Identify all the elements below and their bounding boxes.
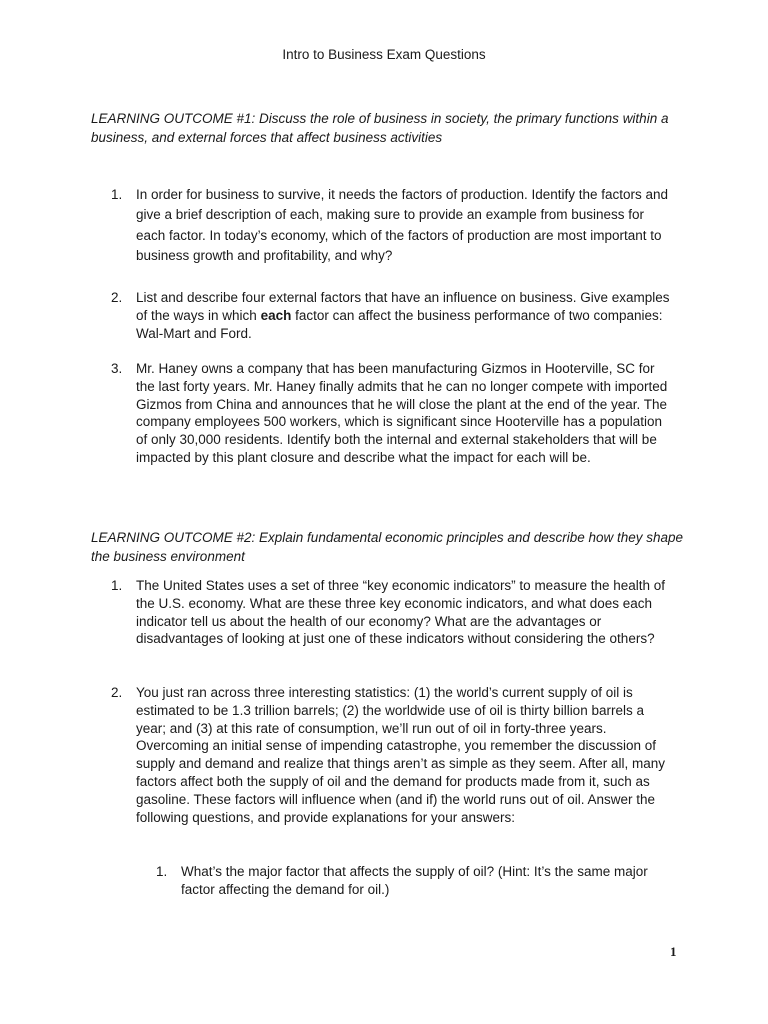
page-number: 1 (670, 944, 677, 959)
question-text: In order for business to survive, it needs the factors of production. Identify the factors and give a brief description of each, making sure to provide an example from business for each factor. In today’s economy, which of the factors of production are most important to business growth and profitability, and why? (136, 187, 669, 264)
list-number: 1. (111, 187, 123, 202)
outcome-1-question-3 (111, 360, 676, 467)
learning-outcome-2: LEARNING OUTCOME #2: Explain fundamental economic principles and describe how they shape the business environment (91, 530, 684, 564)
outcome-1-question-2 (111, 289, 676, 342)
list-number: 1. (111, 578, 123, 593)
list-item (111, 577, 676, 648)
list-item (111, 684, 676, 826)
learning-outcome-1: LEARNING OUTCOME #1: Discuss the role of business in society, the primary functions within a business, and external forces that affect business activities (91, 111, 669, 145)
outcome-2-subquestion-list (156, 863, 681, 899)
list-number: 1. (156, 864, 168, 879)
list-number: 2. (111, 290, 123, 305)
list-number: 3. (111, 361, 123, 376)
list-item (111, 185, 676, 267)
question-text-after: factor can affect the business performance of two companies: Wal-Mart and Ford. (136, 307, 663, 341)
list-item (111, 289, 676, 342)
question-text-before: List and describe four external factors that have an influence on business. Give examples of the ways in which (136, 290, 670, 323)
subquestion-text: What’s the major factor that affects the supply of oil? (Hint: It’s the same major factor affecting the demand for oil.) (181, 864, 648, 897)
list-item (111, 360, 676, 467)
question-text: Mr. Haney owns a company that has been manufacturing Gizmos in Hooterville, SC for the last forty years. Mr. Haney finally admits that he can no longer compete with imported Gizmos from China and announces that he will close the plant at the end of the year. The company employees 500 workers, which is significant since Hooterville has a population of only 30,000 residents. Identify both the internal and external stakeholders that will be impacted by this plant closure and describe what the impact for each will be. (136, 361, 668, 465)
outcome-2-question-2 (111, 684, 676, 826)
page-title: Intro to Business Exam Questions (282, 47, 486, 62)
outcome-1-question-1 (111, 185, 676, 267)
question-text-emphasis: each (260, 307, 292, 323)
question-text: You just ran across three interesting statistics: (1) the world’s current supply of oil is estimated to be 1.3 trillion barrels; (2) the worldwide use of oil is thirty billion barrels a year; and (3) at this rate of consumption, we’ll run out of oil in forty-three years. Overcoming an initial sense of impending catastrophe, you remember the discussion of supply and demand and realize that things aren’t as simple as they seem. After all, many factors affect both the supply of oil and the demand for products made from it, such as gasoline. These factors will influence when (and if) the world runs out of oil. Answer the following questions, and provide explanations for your answers: (136, 685, 666, 825)
list-item (156, 863, 681, 899)
list-number: 2. (111, 685, 123, 700)
question-text: The United States uses a set of three “key economic indicators” to measure the health of the U.S. economy. What are these three key economic indicators, and what does each indicator tell us about the health of our economy? What are the advantages or disadvantages of looking at just one of these indicators without considering the others? (136, 578, 666, 647)
outcome-2-question-1 (111, 577, 676, 648)
